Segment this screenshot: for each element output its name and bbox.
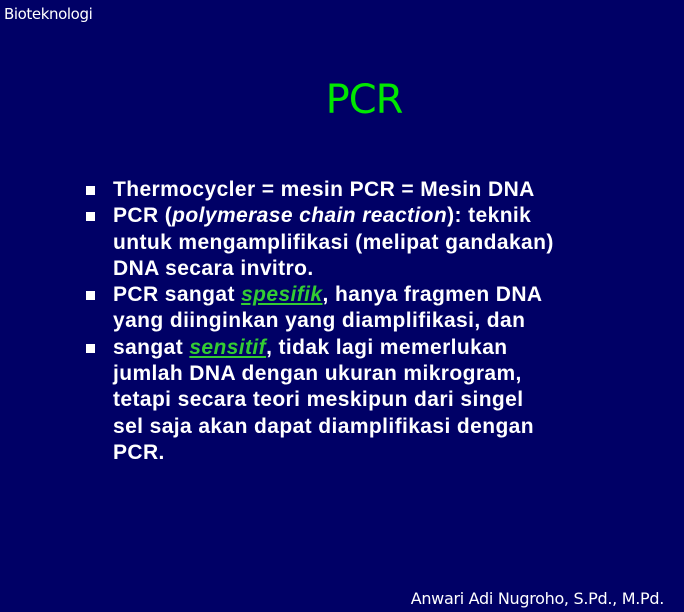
bullet-text-before: PCR sangat [113,283,242,307]
header-label: Bioteknologi [4,5,93,23]
bullet-text-after: , hanya fragmen DNA yang diinginkan yang diamplifikasi, dan [113,283,542,333]
bullet-highlight-sensitif: sensitif [189,335,267,359]
square-bullet-icon [86,212,95,221]
square-bullet-icon [86,344,95,353]
square-bullet-icon [86,291,95,300]
footer-credit: Anwari Adi Nugroho, S.Pd., M.Pd. [410,589,664,608]
square-bullet-icon [86,186,95,195]
bullet-highlight-spesifik: spesifik [241,283,323,307]
bullet-list [86,177,556,466]
bullet-text: Thermocycler = mesin PCR = Mesin DNA [113,178,535,201]
bullet-text-italic: polymerase chain reaction [172,204,448,228]
bullet-item-2 [86,203,556,282]
bullet-text-before: PCR ( [113,204,173,228]
bullet-item-3 [86,282,556,335]
slide-title: PCR [325,77,403,123]
bullet-item-4 [86,335,556,466]
bullet-text-after: ): teknik untuk mengamplifikasi (melipat gandakan) DNA secara invitro. [113,204,554,280]
bullet-text-after: , tidak lagi memerlukan jumlah DNA dengan ukuran mikrogram, tetapi secara teori meskipun dari singel sel saja akan dapat diamplifikasi dengan PCR. [113,335,534,464]
bullet-item-1 [86,177,556,203]
bullet-text-before: sangat [113,335,190,359]
